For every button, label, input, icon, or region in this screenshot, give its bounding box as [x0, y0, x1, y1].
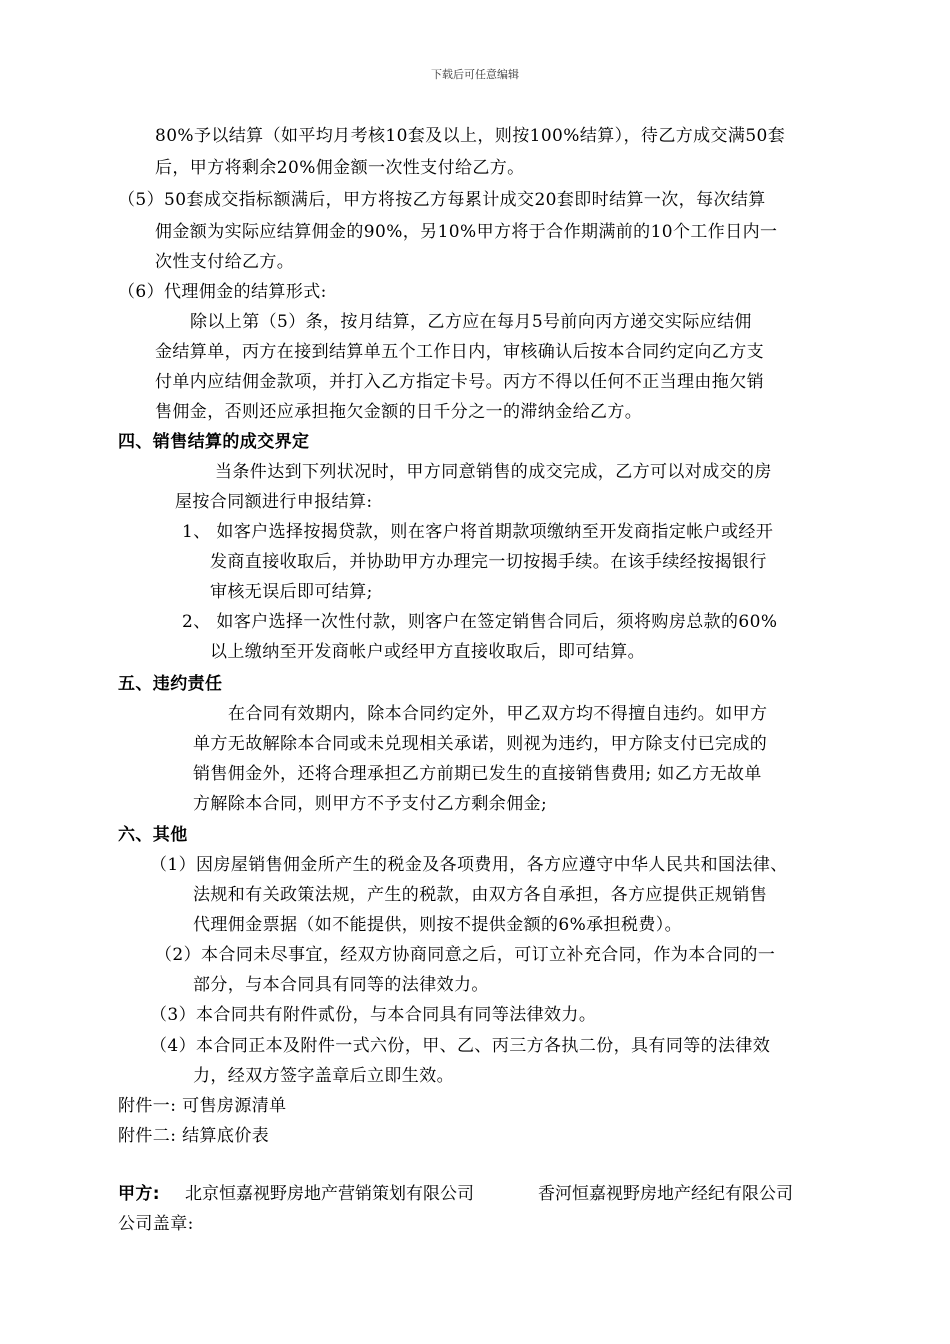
section-5-line-4: 方解除本合同，则甲方不予支付乙方剩余佣金;	[193, 794, 548, 814]
section-6-item-3: （3）本合同共有附件贰份，与本合同具有同等法律效力。	[150, 1005, 597, 1025]
clause-5b-line-2: 佣金额为实际应结算佣金的90%，另10%甲方将于合作期满前的10个工作日内一	[155, 222, 778, 242]
party-a-company-1: 北京恒嘉视野房地产营销策划有限公司	[185, 1184, 474, 1204]
section-5-heading: 五、违约责任	[118, 674, 223, 694]
clause-6-line-4: 售佣金，否则还应承担拖欠金额的日千分之一的滞纳金给乙方。	[155, 402, 643, 422]
section-4-intro-line-1: 当条件达到下列状况时，甲方同意销售的成交完成，乙方可以对成交的房	[215, 462, 772, 482]
company-seal-label: 公司盖章:	[118, 1214, 194, 1234]
section-5-line-3: 销售佣金外，还将合理承担乙方前期已发生的直接销售费用; 如乙方无故单	[193, 764, 762, 784]
section-6-item-2-line-2: 部分，与本合同具有同等的法律效力。	[193, 975, 489, 995]
section-6-item-4-line-1: （4）本合同正本及附件一式六份，甲、乙、丙三方各执二份，具有同等的法律效	[150, 1036, 771, 1056]
attachment-2: 附件二: 结算底价表	[118, 1126, 270, 1146]
section-4-item-2-line-1: 2、 如客户选择一次性付款，则客户在签定销售合同后，须将购房总款的60%	[182, 612, 778, 632]
section-6-item-2-line-1: （2）本合同未尽事宜，经双方协商同意之后，可订立补充合同，作为本合同的一	[155, 945, 776, 965]
clause-5-line-1: 80%予以结算（如平均月考核10套及以上，则按100%结算），待乙方成交满50套	[155, 126, 786, 146]
section-4-item-1-line-2: 发商直接收取后，并协助甲方办理完一切按揭手续。在该手续经按揭银行	[210, 552, 767, 572]
section-4-heading: 四、销售结算的成交界定	[118, 432, 310, 452]
clause-6-line-2: 金结算单，丙方在接到结算单五个工作日内，审核确认后按本合同约定向乙方支	[155, 342, 764, 362]
clause-6-heading: （6）代理佣金的结算形式:	[118, 282, 327, 302]
section-5-line-2: 单方无故解除本合同或未兑现相关承诺，则视为违约，甲方除支付已完成的	[193, 734, 768, 754]
section-6-heading: 六、其他	[118, 825, 188, 845]
section-5-line-1: 在合同有效期内，除本合同约定外，甲乙双方均不得擅自违约。如甲方	[228, 704, 768, 724]
section-4-intro-line-2: 屋按合同额进行申报结算:	[175, 492, 373, 512]
clause-5b-line-3: 次性支付给乙方。	[155, 252, 295, 272]
attachment-1: 附件一: 可售房源清单	[118, 1096, 287, 1116]
clause-6-line-1: 除以上第（5）条，按月结算，乙方应在每月5号前向丙方递交实际应结佣	[190, 312, 752, 332]
section-4-item-1-line-1: 1、 如客户选择按揭贷款，则在客户将首期款项缴纳至开发商指定帐户或经开	[182, 522, 774, 542]
clause-5-line-2: 后，甲方将剩余20%佣金额一次性支付给乙方。	[155, 158, 525, 178]
page-header-note: 下载后可任意编辑	[431, 68, 519, 81]
party-a-label: 甲方:	[118, 1184, 160, 1204]
clause-5b-line-1: （5）50套成交指标额满后，甲方将按乙方每累计成交20套即时结算一次，每次结算	[118, 190, 766, 210]
section-6-item-1-line-3: 代理佣金票据（如不能提供，则按不提供金额的6%承担税费）。	[193, 915, 683, 935]
party-a-company-2: 香河恒嘉视野房地产经纪有限公司	[538, 1184, 793, 1204]
section-6-item-4-line-2: 力，经双方签字盖章后立即生效。	[193, 1066, 454, 1086]
section-6-item-1-line-2: 法规和有关政策法规，产生的税款，由双方各自承担，各方应提供正规销售	[193, 885, 768, 905]
section-4-item-1-line-3: 审核无误后即可结算;	[210, 582, 373, 602]
section-6-item-1-line-1: （1）因房屋销售佣金所产生的税金及各项费用，各方应遵守中华人民共和国法律、	[150, 855, 788, 875]
clause-6-line-3: 付单内应结佣金款项，并打入乙方指定卡号。丙方不得以任何不正当理由拖欠销	[155, 372, 764, 392]
section-4-item-2-line-2: 以上缴纳至开发商帐户或经甲方直接收取后，即可结算。	[210, 642, 645, 662]
